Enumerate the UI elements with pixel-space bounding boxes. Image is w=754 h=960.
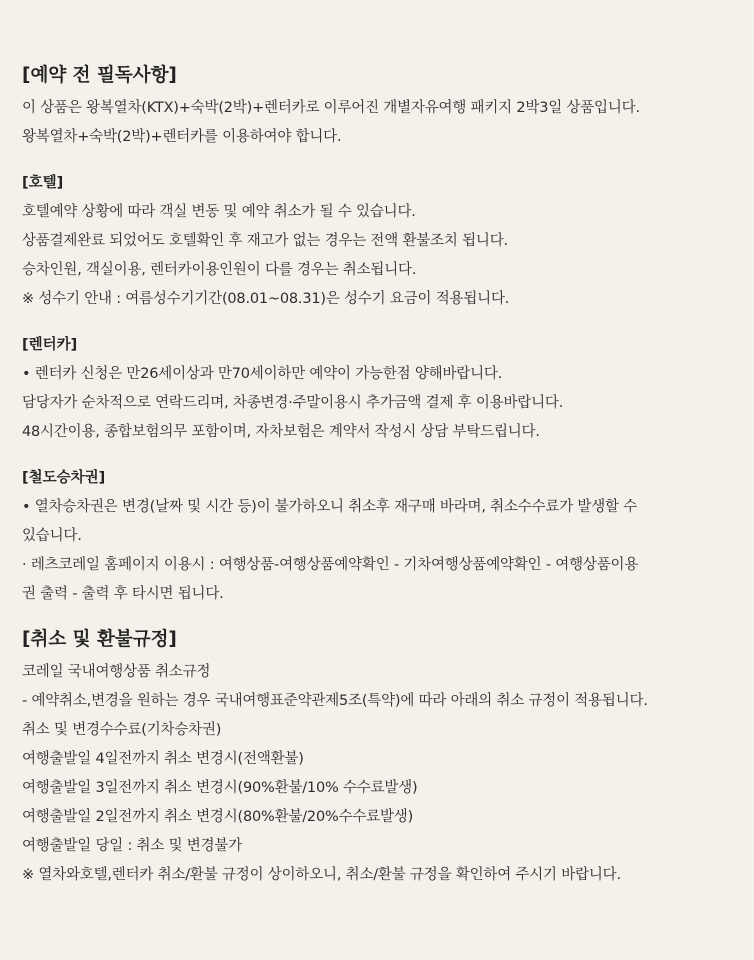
train-line: 있습니다.: [22, 528, 82, 544]
rentcar-line: • 렌터카 신청은 만26세이상과 만70세이하만 예약이 가능한점 양해바랍니다.: [22, 366, 503, 382]
notice-line: 왕복열차+숙박(2박)+렌터카를 이용하여야 합니다.: [22, 129, 342, 145]
refund-heading: [취소 및 환불규정]: [22, 629, 177, 650]
train-line: 권 출력 - 출력 후 타시면 됩니다.: [22, 586, 224, 602]
refund-section: [20, 626, 734, 890]
notice-line: 이 상품은 왕복열차(KTX)+숙박(2박)+렌터카로 이루어진 개별자유여행 패키지 2박3일 상품입니다.: [22, 100, 640, 116]
train-line: • 열차승차권은 변경(날짜 및 시간 등)이 불가하오니 취소후 재구매 바라며, 취소수수료가 발생할 수: [22, 499, 638, 515]
refund-line: 여행출발일 3일전까지 취소 변경시(90%환불/10% 수수료발생): [22, 780, 418, 796]
train-heading: [철도승차권]: [22, 470, 106, 486]
refund-line: 코레일 국내여행상품 취소규정: [22, 664, 211, 680]
hotel-line: 승차인원, 객실이용, 렌터카이용인원이 다를 경우는 취소됩니다.: [22, 262, 417, 278]
refund-line: 여행출발일 당일 : 취소 및 변경불가: [22, 838, 243, 854]
rentcar-heading: [렌터카]: [22, 337, 78, 353]
hotel-line: 호텔예약 상황에 따라 객실 변동 및 예약 취소가 될 수 있습니다.: [22, 204, 416, 220]
hotel-line: ※ 성수기 안내 : 여름성수기기간(08.01~08.31)은 성수기 요금이 적용됩니다.: [22, 291, 510, 307]
refund-line: 여행출발일 4일전까지 취소 변경시(전액환불): [22, 751, 304, 767]
hotel-section: [20, 171, 734, 314]
notice-section: [20, 62, 734, 152]
refund-line: 취소 및 변경수수료(기차승차권): [22, 722, 222, 738]
train-section: [20, 466, 734, 609]
rentcar-line: 48시간이용, 종합보험의무 포함이며, 자차보험은 계약서 작성시 상담 부탁드립니다.: [22, 424, 540, 440]
notice-heading: [예약 전 필독사항]: [22, 65, 177, 86]
train-line: · 레츠코레일 홈페이지 이용시 : 여행상품-여행상품예약확인 - 기차여행상품예약확인 - 여행상품이용: [22, 557, 639, 573]
hotel-heading: [호텔]: [22, 175, 64, 191]
refund-line: ※ 열차와호텔,렌터카 취소/환불 규정이 상이하오니, 취소/환불 규정을 확인하여 주시기 바랍니다.: [22, 867, 621, 883]
rentcar-line: 담당자가 순차적으로 연락드리며, 차종변경·주말이용시 추가금액 결제 후 이용바랍니다.: [22, 395, 564, 411]
rentcar-section: [20, 333, 734, 447]
refund-line: - 예약취소,변경을 원하는 경우 국내여행표준약관제5조(특약)에 따라 아래의 취소 규정이 적용됩니다.: [22, 693, 648, 709]
hotel-line: 상품결제완료 되었어도 호텔확인 후 재고가 없는 경우는 전액 환불조치 됩니다.: [22, 233, 508, 249]
refund-line: 여행출발일 2일전까지 취소 변경시(80%환불/20%수수료발생): [22, 809, 414, 825]
